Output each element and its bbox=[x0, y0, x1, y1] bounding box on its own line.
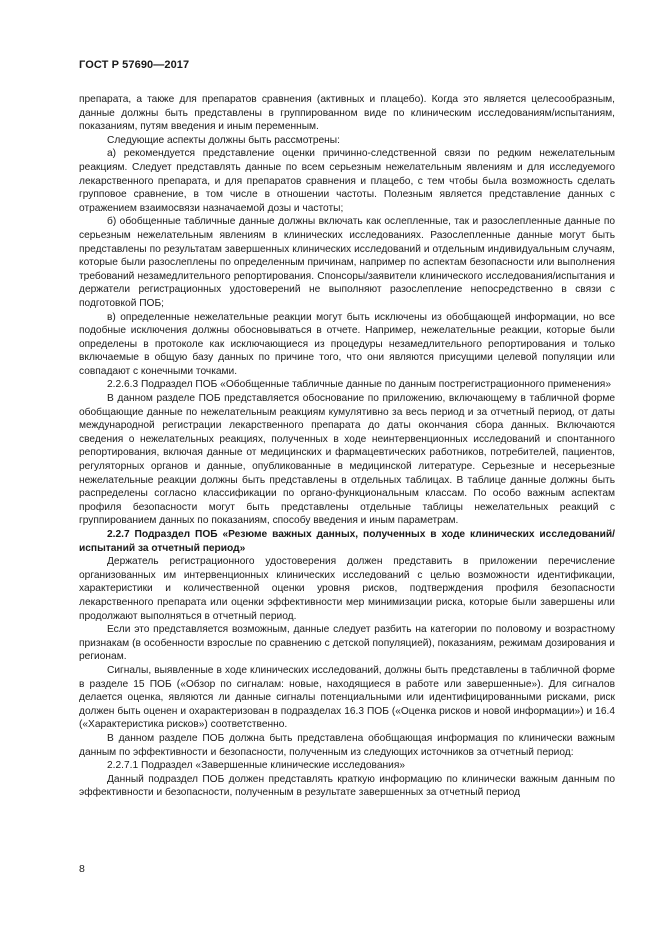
paragraph: Сигналы, выявленные в ходе клинических исследований, должны быть представлены в табличной форме в разделе 15 ПОБ («Обзор по сигналам: новые, находящиеся в работе или завершенные»). Для сигналов делается оценка, являются ли данные сигналы потенциальными или идентифицированными рисками, риск должен быть оценен и охарактеризован в подразделах 16.3 ПОБ («Оценка рисков и новой информации») и 16.4 («Характеристика рисков») соответственно. bbox=[79, 664, 615, 731]
paragraph: Следующие аспекты должны быть рассмотрены: bbox=[107, 134, 340, 146]
section-heading-2-2-7-1: 2.2.7.1 Подраздел «Завершенные клинические исследования» bbox=[107, 760, 405, 772]
list-item-v: в) определенные нежелательные реакции могут быть исключены из обобщающей информации, но все подобные исключения должны обосновываться в отчете. Например, нежелательные реакции, которые были определены в протоколе как исключающиеся из процедуры незамедлительного репортирования и только включаемые в общую базу данных по причине того, что они являются присущими целевой популяции или совпадают с конечными точками. bbox=[79, 311, 615, 377]
document-header: ГОСТ Р 57690—2017 bbox=[79, 59, 190, 71]
list-item-b: б) обобщенные табличные данные должны включать как ослепленные, так и разослепленные данные по серьезным нежелательным явлениям в клинических исследованиях. Разослепленные данные могут быть представлены по результатам завершенных клинических исследований и отдельным индивидуальным случаям, которые были разослеплены по определенным причинам, например по аспектам безопасности или выполнения требований незамедлительного репортирования. Спонсоры/заявители клинического исследования/испытания и держатели регистрационных удостоверений не выполняют разослепление непосредственно в связи с подготовкой ПОБ; bbox=[79, 216, 615, 309]
list-item-a: а) рекомендуется представление оценки причинно-следственной связи по редким нежелательным реакциям. Следует представлять данные по всем серьезным нежелательным явлениям и для исследуемого лекарственного препарата, и для препаратов сравнения и плацебо, с тем чтобы была возможность сделать групповое сравнение, в том числе в отношении частоты. Полезным является представление данных с отражением взаимосвязи назначаемой дозы и частоты; bbox=[79, 148, 615, 214]
paragraph: В данном разделе ПОБ представляется обоснование по приложению, включающему в табличной форме обобщающие данные по нежелательным реакциям кумулятивно за весь период и за отчетный период, от даты международной регистрации лекарственного препарата до даты окончания сбора данных. Включаются сведения о нежелательных реакциях, полученных в ходе неинтервенционных исследований и спонтанного репортирования, включая данные от медицинских и фармацевтических работников, потребителей, пациентов, регуляторных органов и данные, опубликованные в медицинской литературе. Серьезные и несерьезные нежелательные реакции должны быть представлены в отдельных таблицах. В таблице данные должны быть распределены согласно классификации по органо-функциональным классам. По особо важным аспектам профиля безопасности могут быть представлены отдельные таблицы нежелательных реакций с группированием данных по показаниям, способу введения и иным параметрам. bbox=[79, 393, 615, 527]
section-heading-2-2-6-3: 2.2.6.3 Подраздел ПОБ «Обобщенные табличные данные по данным пострегистрационного применения» bbox=[107, 379, 611, 391]
paragraph: Данный подраздел ПОБ должен представлять краткую информацию по клинически важным данным по эффективности и безопасности, полученным в результате завершенных за отчетный период bbox=[79, 773, 615, 799]
paragraph: Держатель регистрационного удостоверения должен представить в приложении перечисление организованных им интервенционных клинических исследований с целью возможности идентификации, характеристики и количественной оценки уровня рисков, подтверждения профиля безопасности лекарственного препарата или оценки эффективности мер минимизации риска, которые были завершены или продолжают выполняться в отчетный период. bbox=[79, 556, 615, 622]
section-heading-2-2-7: 2.2.7 Подраздел ПОБ «Резюме важных данных, полученных в ходе клинических исследований/испытаний за отчетный период» bbox=[79, 529, 615, 554]
paragraph: В данном разделе ПОБ должна быть представлена обобщающая информация по клинически важным данным по эффективности и безопасности, полученным из следующих источников за отчетный период: bbox=[79, 732, 615, 758]
paragraph: препарата, а также для препаратов сравнения (активных и плацебо). Когда это является целесообразным, данные должны быть представлены в группированном виде по клиническим исследованиям/испытаниям, показаниям, путям введения и иным переменным. bbox=[79, 94, 615, 133]
page-number: 8 bbox=[79, 863, 85, 875]
paragraph: Если это представляется возможным, данные следует разбить на категории по половому и возрастному признакам (в особенности взрослые по сравнению с детской популяцией), показаниям, режимам дозирования и регионам. bbox=[79, 624, 615, 663]
body-text bbox=[79, 93, 615, 800]
